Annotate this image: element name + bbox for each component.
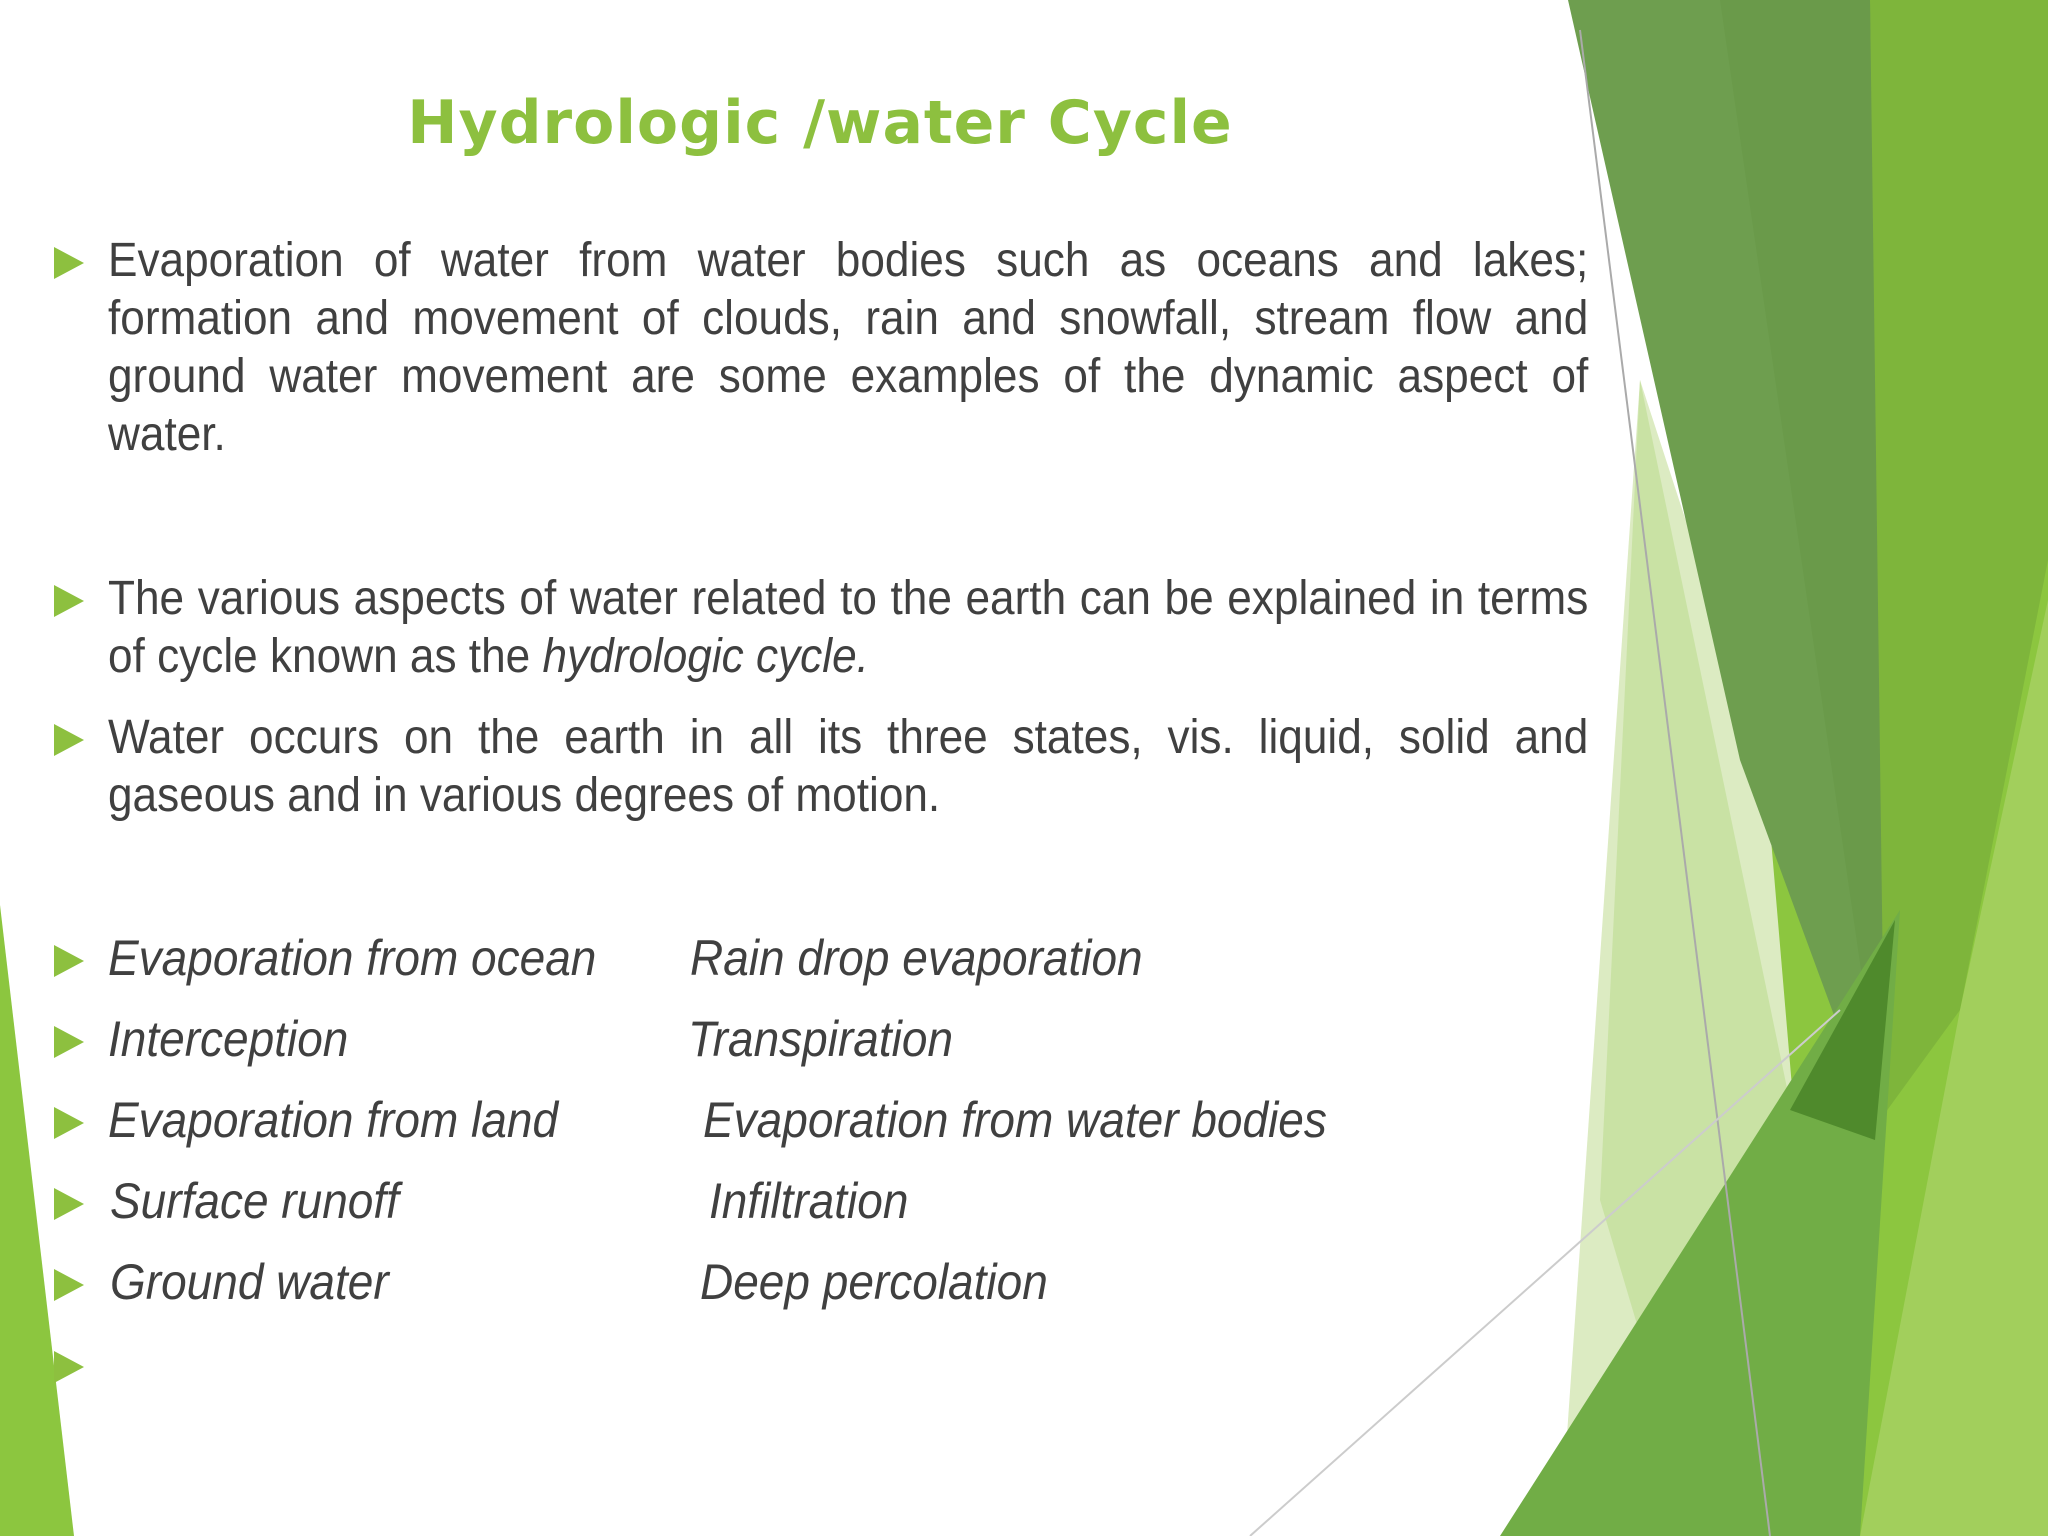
component-right-3: Evaporation from water bodies	[703, 1092, 1327, 1148]
bullet-arrow-icon	[54, 1186, 86, 1222]
component-left-2: Interception	[108, 1011, 349, 1067]
bullet-arrow-icon	[54, 583, 86, 619]
component-right-2: Transpiration	[688, 1011, 954, 1067]
paragraph-aspects-italic: hydrologic cycle.	[542, 630, 869, 683]
component-left-4: Surface runoff	[110, 1173, 399, 1229]
component-right-4: Infiltration	[709, 1173, 909, 1229]
bullet-arrow-icon	[54, 1024, 86, 1060]
bullet-arrow-icon	[54, 245, 86, 281]
bullet-arrow-icon	[54, 722, 86, 758]
paragraph-states: Water occurs on the earth in all its three states, vis. liquid, solid and gaseous and in various degrees of motion.	[108, 711, 1589, 822]
paragraph-evaporation: Evaporation of water from water bodies such as oceans and lakes; formation and movement of clouds, rain and snowfall, stream flow and ground water movement are some examples of the dynamic aspect of water.	[108, 234, 1589, 461]
paragraph-aspects-text: The various aspects of water related to the earth can be explained in terms of cycle known as the	[108, 572, 1589, 683]
component-right-5: Deep percolation	[700, 1254, 1048, 1310]
slide-title: Hydrologic /water Cycle	[407, 88, 1233, 158]
bullet-arrow-icon	[54, 1267, 86, 1303]
bullet-arrow-icon	[54, 1349, 86, 1385]
paragraph-aspects	[108, 570, 1588, 686]
component-left-5: Ground water	[110, 1254, 389, 1310]
bullet-arrow-icon	[54, 1105, 86, 1141]
component-left-3: Evaporation from land	[108, 1092, 559, 1148]
bullet-arrow-icon	[54, 943, 86, 979]
component-right-1: Rain drop evaporation	[690, 930, 1143, 986]
component-left-1: Evaporation from ocean	[108, 930, 597, 986]
